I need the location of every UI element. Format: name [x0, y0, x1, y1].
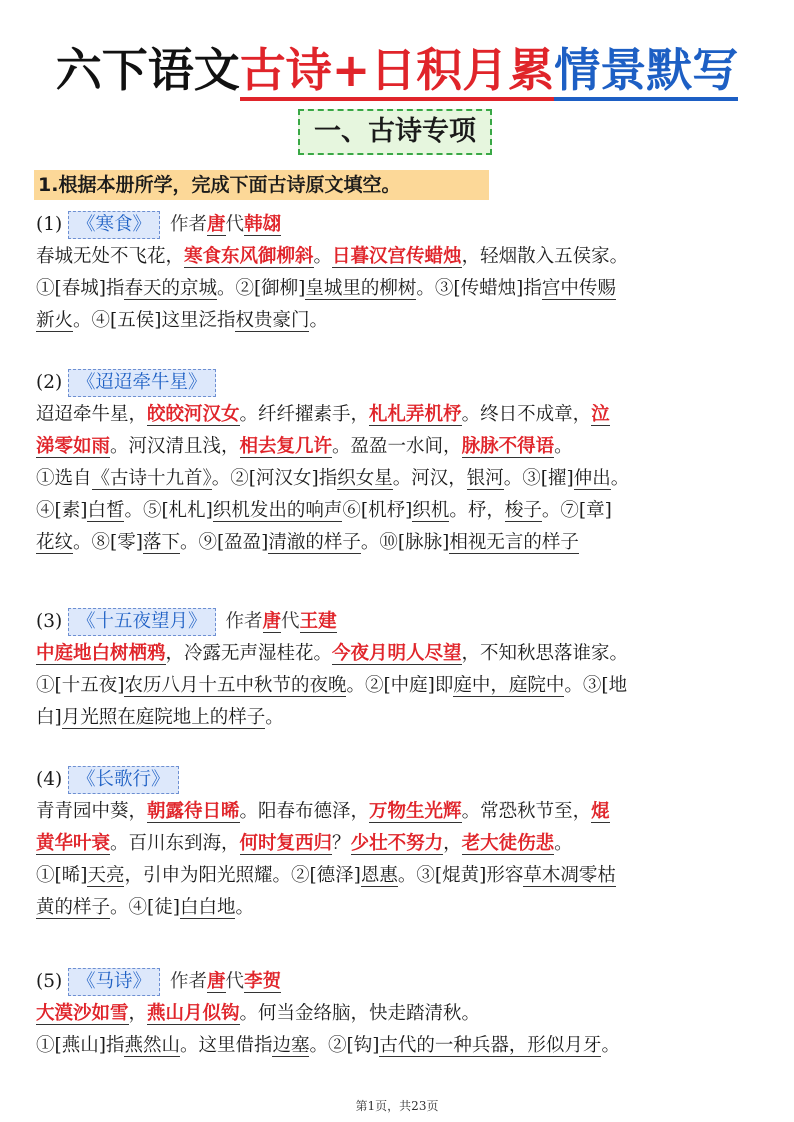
poem-text [36, 796, 760, 828]
page-footer: 第1页，共23页 [355, 1099, 439, 1113]
text-segment: (4) [36, 769, 63, 790]
underlined-text: 银河 [466, 468, 504, 489]
underlined-text: 草木凋零枯 [523, 865, 616, 886]
underlined-text: 边塞 [272, 1035, 310, 1056]
answer-text: 日暮汉宫传蜡烛 [332, 246, 462, 267]
answer-text: 何时复西归 [239, 833, 333, 854]
text-segment: 。④[五侯]这里泛指 [73, 310, 236, 331]
poem-notes [36, 527, 760, 559]
answer-text: 寒食东风御柳斜 [184, 246, 314, 267]
answer-text: 唐 [207, 214, 226, 235]
text-segment: 。阳春布德泽， [239, 801, 370, 822]
text-segment: ，轻烟散入五侯家。 [461, 246, 629, 267]
text-segment: 。②[钩] [309, 1035, 380, 1056]
text-segment: (3) [36, 611, 63, 632]
poem-notes [36, 702, 760, 734]
answer-text: 燕山月似钩 [147, 1003, 240, 1024]
poem-notes [36, 463, 760, 495]
poem-chang-ge-xing [36, 764, 760, 924]
question-heading: 1.根据本册所学，完成下面古诗原文填空。 [34, 170, 489, 200]
text-segment: 。何当金络脑，快走踏清秋。 [239, 1003, 481, 1024]
text-segment: 青青园中葵， [36, 801, 148, 822]
underlined-text: 织机发出的响声 [212, 500, 343, 521]
text-segment: ？ [332, 833, 351, 854]
poem-shi-wu-ye [36, 606, 760, 734]
poem-header [36, 966, 760, 998]
poem-header [36, 209, 760, 241]
text-segment: 。百川东到海， [110, 833, 240, 854]
answer-text: 黄华叶衰 [36, 833, 111, 854]
text-segment: 。常恐秋节至， [461, 801, 592, 822]
poem-text [36, 828, 760, 860]
text-segment: 。纤纤擢素手， [239, 404, 370, 425]
text-segment: (2) [36, 372, 63, 393]
underlined-text: 《古诗十九首》 [91, 468, 212, 489]
poem-author: 李贺 [244, 971, 282, 992]
text-segment: ，冷露无声湿桂花。 [165, 643, 333, 664]
text-segment: 。盈盈一水间， [332, 436, 462, 457]
text-segment: 白] [36, 707, 62, 728]
poem-text [36, 638, 760, 670]
text-segment: 。⑤[札札] [124, 500, 213, 521]
answer-text: 朝露待日晞 [147, 801, 240, 822]
underlined-text: 春天的京城 [124, 278, 217, 299]
poem-notes [36, 1030, 760, 1062]
text-segment: ， [128, 1003, 148, 1024]
underlined-text: 梭子 [504, 500, 542, 521]
answer-text: 今夜月明人尽望 [332, 643, 462, 664]
answer-text: 老大徒伤悲 [461, 833, 555, 854]
text-segment: 代 [225, 971, 245, 992]
underlined-text: 花纹 [36, 532, 74, 553]
poem-header [36, 764, 760, 796]
poem-notes [36, 892, 760, 924]
text-segment: 。 [235, 897, 254, 918]
poem-header [36, 367, 760, 399]
text-segment: 。④[徒] [110, 897, 180, 918]
underlined-text: 权贵豪门 [235, 310, 310, 331]
underlined-text: 皇城里的柳树 [305, 278, 417, 299]
text-segment: 。⑩[脉脉] [360, 532, 450, 553]
text-segment: 。杼， [449, 500, 505, 521]
poem-tiao-tiao [36, 367, 760, 559]
text-segment: 作者 [170, 214, 208, 235]
underlined-text: 天亮 [87, 865, 125, 886]
underlined-text: 宫中传赐 [541, 278, 616, 299]
text-segment: 作者 [225, 611, 263, 632]
text-segment: 。⑨[盈盈] [179, 532, 269, 553]
underlined-text: 相视无言的样子 [449, 532, 579, 553]
answer-text: 万物生光辉 [369, 801, 462, 822]
text-segment: 代 [225, 214, 245, 235]
poem-title: 《十五夜望月》 [68, 608, 216, 636]
underlined-text: 庭中，庭院中 [453, 675, 565, 696]
answer-text: 唐 [262, 611, 282, 632]
text-segment: 。⑦[章] [541, 500, 612, 521]
underlined-text: 白白地 [179, 897, 236, 918]
text-segment: ，引申为阳光照耀。②[德泽] [124, 865, 361, 886]
section-heading: 一、古诗专项 [298, 109, 492, 155]
text-segment: 。③[传蜡烛]指 [416, 278, 542, 299]
poem-title: 《长歌行》 [68, 766, 179, 794]
poem-notes [36, 860, 760, 892]
text-segment: (1) [36, 214, 63, 235]
underlined-text: 月光照在庭院地上的样子 [61, 707, 266, 728]
text-segment: 。这里借指 [179, 1035, 273, 1056]
answer-text: 焜 [591, 801, 610, 822]
text-segment: 。②[河汉女]指 [211, 468, 338, 489]
answer-text: 皎皎河汉女 [147, 404, 240, 425]
text-segment: ，不知秋思落谁家。 [461, 643, 629, 664]
underlined-text: 黄的样子 [36, 897, 111, 918]
text-segment: 。③[地 [564, 675, 628, 696]
answer-text: 相去复几许 [239, 436, 333, 457]
answer-text: 涕零如雨 [36, 436, 111, 457]
underlined-text: 古代的一种兵器，形似月牙 [379, 1035, 602, 1056]
text-segment: ， [443, 833, 462, 854]
text-segment: 春城无处不飞花， [36, 246, 185, 267]
poem-title: 《马诗》 [68, 968, 160, 996]
text-segment: 代 [281, 611, 300, 632]
poem-author: 韩翃 [244, 214, 282, 235]
answer-text: 脉脉不得语 [461, 436, 555, 457]
poem-author: 王建 [299, 611, 337, 632]
text-segment: ①[十五夜] [36, 675, 125, 696]
page-title: 六下语文古诗+日积月累情景默写 [0, 40, 794, 100]
text-segment: 。 [313, 246, 333, 267]
text-segment: 。 [554, 833, 573, 854]
text-segment: (5) [36, 971, 63, 992]
text-segment: ①[燕山]指 [36, 1035, 125, 1056]
text-segment: ①[晞] [36, 865, 88, 886]
text-segment: 。 [554, 436, 573, 457]
answer-text: 大漠沙如雪 [36, 1003, 129, 1024]
text-segment: 。③[擢] [503, 468, 574, 489]
underlined-text: 落下 [142, 532, 180, 553]
text-segment: 。 [610, 468, 630, 489]
text-segment: 作者 [170, 971, 208, 992]
text-segment: ④[素] [36, 500, 88, 521]
answer-text: 泣 [591, 404, 610, 425]
underlined-text: 清澈的样子 [268, 532, 361, 553]
underlined-text: 新火 [36, 310, 74, 331]
text-segment: ①[春城]指 [36, 278, 125, 299]
poem-notes [36, 495, 760, 527]
poem-text [36, 241, 760, 273]
poem-title: 《迢迢牵牛星》 [68, 369, 216, 397]
answer-text: 中庭地白树栖鸦 [36, 643, 166, 664]
answer-text: 少壮不努力 [350, 833, 444, 854]
poem-header [36, 606, 760, 638]
poem-han-shi [36, 209, 760, 337]
underlined-text: 恩惠 [360, 865, 398, 886]
text-segment: 。 [265, 707, 284, 728]
poem-text [36, 998, 760, 1030]
answer-text: 唐 [207, 971, 226, 992]
text-segment: 。③[焜黄]形容 [397, 865, 524, 886]
underlined-text: 燕然山 [124, 1035, 180, 1056]
poem-ma-shi [36, 966, 760, 1062]
text-segment: ①选自 [36, 468, 92, 489]
text-segment: 。河汉清且浅， [110, 436, 240, 457]
poem-notes [36, 670, 760, 702]
text-segment: 。河汉， [392, 468, 467, 489]
underlined-text: 织机 [412, 500, 450, 521]
poem-title: 《寒食》 [68, 211, 160, 239]
text-segment: 。 [309, 310, 328, 331]
text-segment: 。终日不成章， [461, 404, 592, 425]
poem-notes [36, 305, 760, 337]
answer-text: 札札弄机杼 [369, 404, 462, 425]
text-segment: 迢迢牵牛星， [36, 404, 148, 425]
underlined-text: 农历八月十五中秋节的夜晚 [124, 675, 347, 696]
underlined-text: 白皙 [87, 500, 125, 521]
poem-notes [36, 273, 760, 305]
text-segment: 。②[御柳] [216, 278, 306, 299]
text-segment: 。②[中庭]即 [346, 675, 454, 696]
text-segment: 。 [601, 1035, 620, 1056]
poem-text [36, 399, 760, 431]
poem-text [36, 431, 760, 463]
text-segment: ⑥[机杼] [342, 500, 413, 521]
underlined-text: 伸出 [573, 468, 611, 489]
text-segment: 。⑧[零] [73, 532, 143, 553]
underlined-text: 织女星 [337, 468, 393, 489]
